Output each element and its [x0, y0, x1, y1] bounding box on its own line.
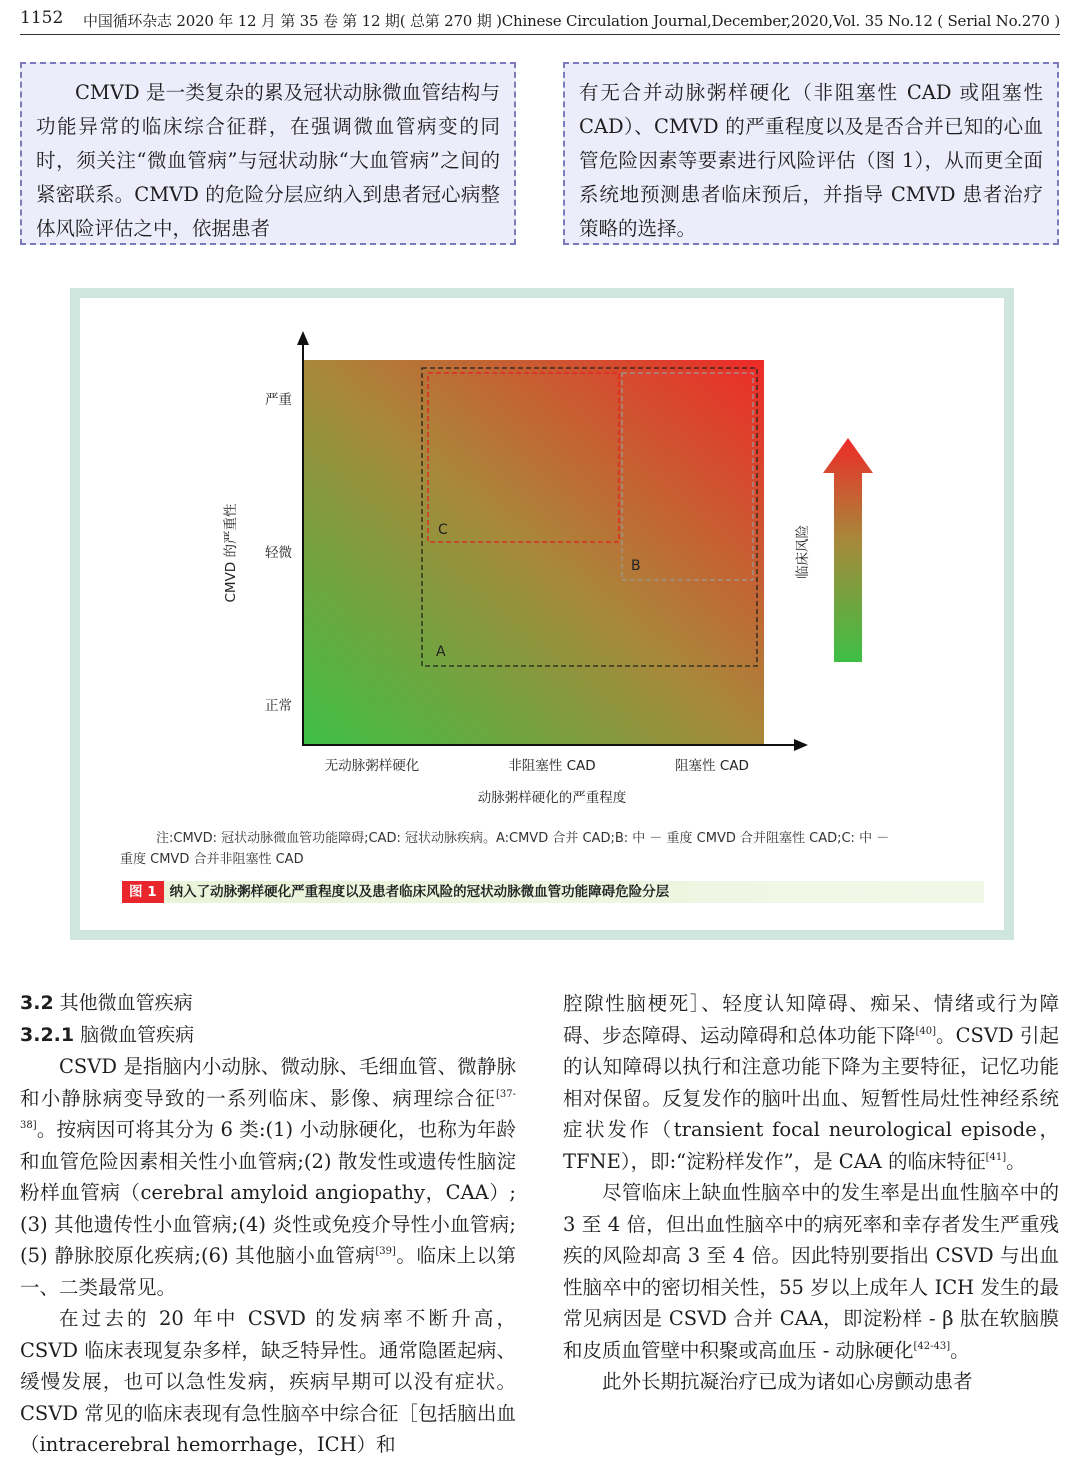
subsection-heading [20, 1020, 516, 1052]
paragraph: 在过去的 20 年中 CSVD 的发病率不断升高，CSVD 临床表现复杂多样，缺乏特异性。通常隐匿起病、缓慢发展，也可以急性发病，疾病早期可以没有症状。CSVD 常见的临床表现有急性脑卒中综合征［包括脑出血（intracerebral hemorrhage，ICH）和 [20, 1307, 516, 1456]
summary-box-left [20, 62, 516, 245]
summary-box-right [563, 62, 1059, 245]
y-label-normal: 正常 [265, 698, 292, 714]
figure-1-panel [80, 298, 1004, 930]
paragraph-text: CSVD 是指脑内小动脉、微动脉、毛细血管、微静脉和小静脉病变导致的一系列临床、影像、病理综合征 [20, 1055, 516, 1110]
citation: [42-43] [913, 1340, 951, 1352]
y-axis-title: CMVD 的严重性 [223, 503, 239, 603]
subsection-title: 脑微血管疾病 [80, 1023, 195, 1046]
paragraph [563, 988, 1059, 1177]
y-axis-arrowhead [297, 331, 309, 345]
citation: [41] [985, 1151, 1007, 1163]
citation: [39] [375, 1246, 396, 1257]
figure-note [120, 828, 980, 870]
region-c-label: C [438, 522, 448, 538]
paragraph-text: 。临床上以第一、二类最常见。 [20, 1244, 516, 1299]
clinical-risk-label: 临床风险 [795, 525, 811, 579]
paragraph-text: 。 [950, 1338, 970, 1362]
risk-gradient-area [303, 360, 764, 744]
figure-note-line-1: 注:CMVD: 冠状动脉微血管功能障碍;CAD: 冠状动脉疾病。A:CMVD 合并 CAD;B: 中 － 重度 CMVD 合并阻塞性 CAD;C: 中 － [156, 831, 890, 846]
citation: [37-38] [20, 1088, 516, 1131]
section-title: 其他微血管疾病 [59, 992, 193, 1014]
x-label-no-atherosclerosis: 无动脉粥样硬化 [324, 758, 420, 774]
figure-caption-tag: 图 1 [122, 881, 164, 903]
body-column-left [20, 988, 516, 1461]
paragraph [563, 1177, 1059, 1366]
journal-running-head: 中国循环杂志 2020 年 12 月 第 35 卷 第 12 期( 总第 270 期 )Chinese Circulation Journal,December,2020,Vol. 35 No.12 ( Serial No.270 ) [83, 12, 1060, 30]
paragraph-text: 。 [1006, 1149, 1026, 1173]
x-label-nonobstructive-cad: 非阻塞性 CAD [508, 758, 596, 774]
figure-1-frame [70, 288, 1014, 940]
running-header [20, 8, 1060, 35]
x-axis-arrowhead [794, 739, 808, 751]
region-a-label: A [436, 644, 446, 660]
figure-caption [122, 881, 984, 903]
paragraph: 此外长期抗凝治疗已成为诸如心房颤动患者 [602, 1370, 973, 1393]
paragraph-text: 尽管临床上缺血性脑卒中的发生率是出血性脑卒中的 3 至 4 倍，但出血性脑卒中的病死率和幸存者发生严重残疾的风险却高 3 至 4 倍。因此特别要指出 CSVD 与出血性脑卒中的密切相关性，55 岁以上成年人 ICH 发生的最常见病因是 CSVD 合并 CAA，即淀粉样 - β 肽在软脑膜和皮质血管壁中积聚或高血压 - 动脉硬化 [563, 1181, 1059, 1362]
figure-note-line-2: 重度 CMVD 合并非阻塞性 CAD [120, 852, 304, 867]
y-label-mild: 轻微 [265, 545, 292, 561]
summary-text-right: 有无合并动脉粥样硬化（非阻塞性 CAD 或阻塞性 CAD）、CMVD 的严重程度以及是否合并已知的心血管危险因素等要素进行风险评估（图 1），从而更全面系统地预测患者临床预后，并指导 CMVD 患者治疗策略的选择。 [579, 81, 1043, 240]
x-axis-title: 动脉粥样硬化的严重程度 [477, 790, 627, 806]
x-label-obstructive-cad: 阻塞性 CAD [675, 758, 749, 774]
subsection-number: 3.2.1 [20, 1023, 75, 1046]
body-column-right [563, 988, 1059, 1398]
paragraph-text: 。CSVD 引起的认知障碍以执行和注意功能下降为主要特征，记忆功能相对保留。反复发作的脑叶出血、短暂性局灶性神经系统症状发作（transient focal neurological episode，TFNE），即:“淀粉样发作”，是 CAA 的临床特征 [563, 1023, 1059, 1173]
citation: [40] [915, 1025, 936, 1037]
figure-caption-text: 纳入了动脉粥样硬化严重程度以及患者临床风险的冠状动脉微血管功能障碍危险分层 [169, 884, 670, 900]
summary-text-left: CMVD 是一类复杂的累及冠状动脉微血管结构与功能异常的临床综合征群，在强调微血管病变的同时，须关注“微血管病”与冠状动脉“大血管病”之间的紧密联系。CMVD 的危险分层应纳入到患者冠心病整体风险评估之中，依据患者 [36, 81, 500, 240]
region-b-label: B [631, 558, 641, 574]
section-number: 3.2 [20, 992, 54, 1014]
clinical-risk-arrow-icon [823, 438, 873, 662]
paragraph [20, 1051, 516, 1303]
y-label-severe: 严重 [265, 392, 292, 408]
paragraph-text: 。按病因可将其分为 6 类:(1) 小动脉硬化，也称为年龄和血管危险因素相关性小血管病;(2) 散发性或遗传性脑淀粉样血管病（cerebral amyloid angiopathy，CAA）;(3) 其他遗传性小血管病;(4) 炎性或免疫介导性小血管病;(5) 静脉胶原化疾病;(6) 其他脑小血管病 [20, 1118, 516, 1267]
page-number: 1152 [20, 8, 64, 28]
section-heading [20, 988, 516, 1020]
paragraph-text: 腔隙性脑梗死］、轻度认知障碍、痴呆、情绪或行为障碍、步态障碍、运动障碍和总体功能下降 [563, 992, 1059, 1047]
